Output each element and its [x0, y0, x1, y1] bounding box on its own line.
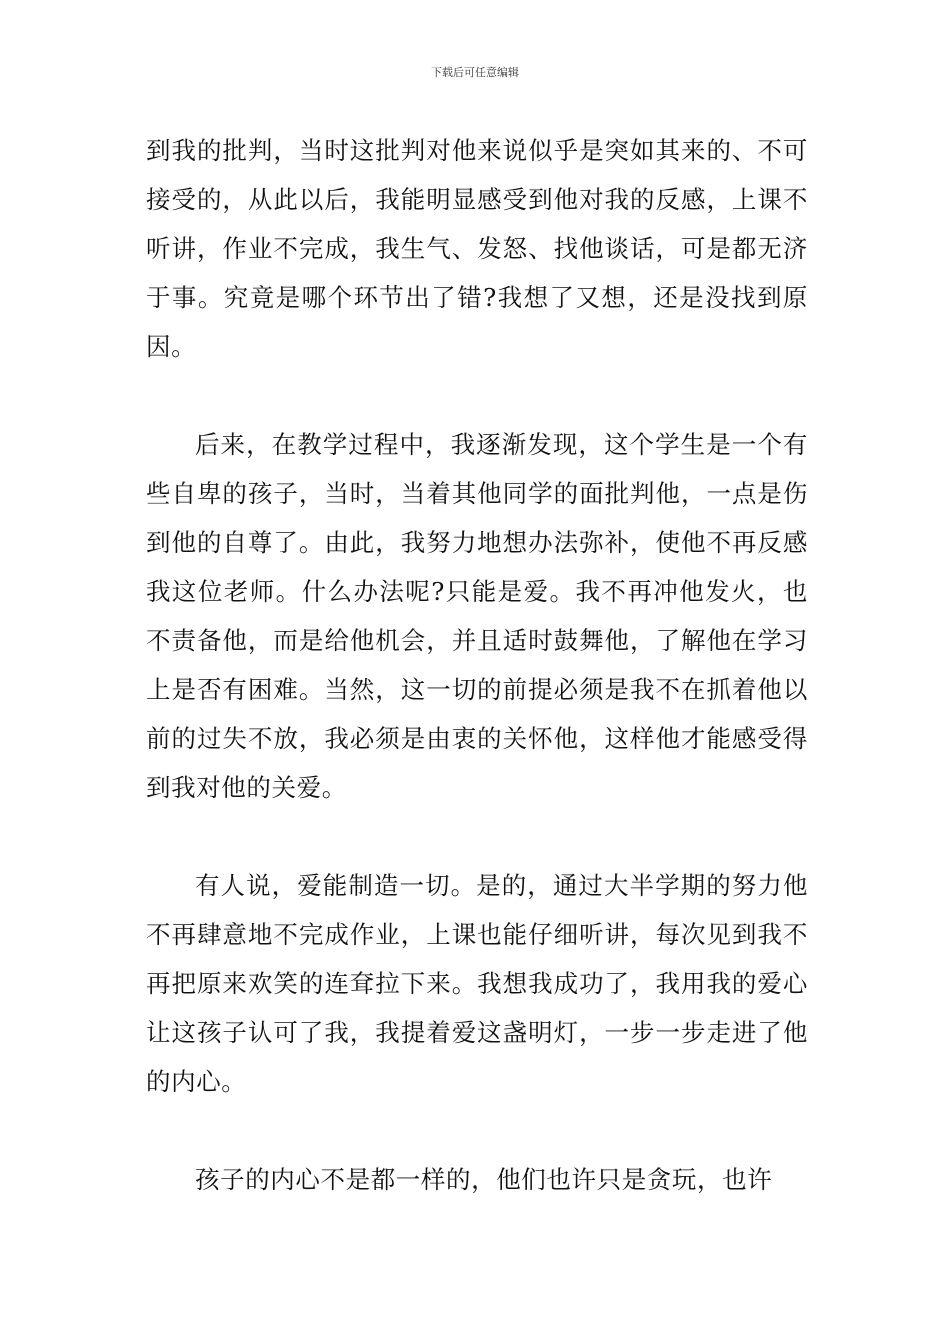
page-header: 下载后可任意编辑 — [431, 66, 519, 79]
paragraph-2: 后来，在教学过程中，我逐渐发现，这个学生是一个有些自卑的孩子，当时，当着其他同学的面批判他，一点是伤到他的自尊了。由此，我努力地想办法弥补，使他不再反感我这位老师。什么办法呢?只能是爱。我不再冲他发火，也不责备他，而是给他机会，并且适时鼓舞他，了解他在学习上是否有困难。当然，这一切的前提必须是我不在抓着他以前的过失不放，我必须是由衷的关怀他，这样他才能感受得到我对他的关爱。 — [146, 430, 808, 802]
paragraph-3: 有人说，爱能制造一切。是的，通过大半学期的努力他不再肆意地不完成作业，上课也能仔细听讲，每次见到我不再把原来欢笑的连耷拉下来。我想我成功了，我用我的爱心让这孩子认可了我，我提着爱这盏明灯，一步一步走进了他的内心。 — [146, 871, 808, 1096]
document-body — [146, 126, 808, 1204]
paragraph-1: 到我的批判，当时这批判对他来说似乎是突如其来的、不可接受的，从此以后，我能明显感受到他对我的反感，上课不听讲，作业不完成，我生气、发怒、找他谈话，可是都无济于事。究竟是哪个环节出了错?我想了又想，还是没找到原因。 — [146, 136, 808, 361]
paragraph-4: 孩子的内心不是都一样的，他们也许只是贪玩，也许 — [195, 1165, 773, 1194]
